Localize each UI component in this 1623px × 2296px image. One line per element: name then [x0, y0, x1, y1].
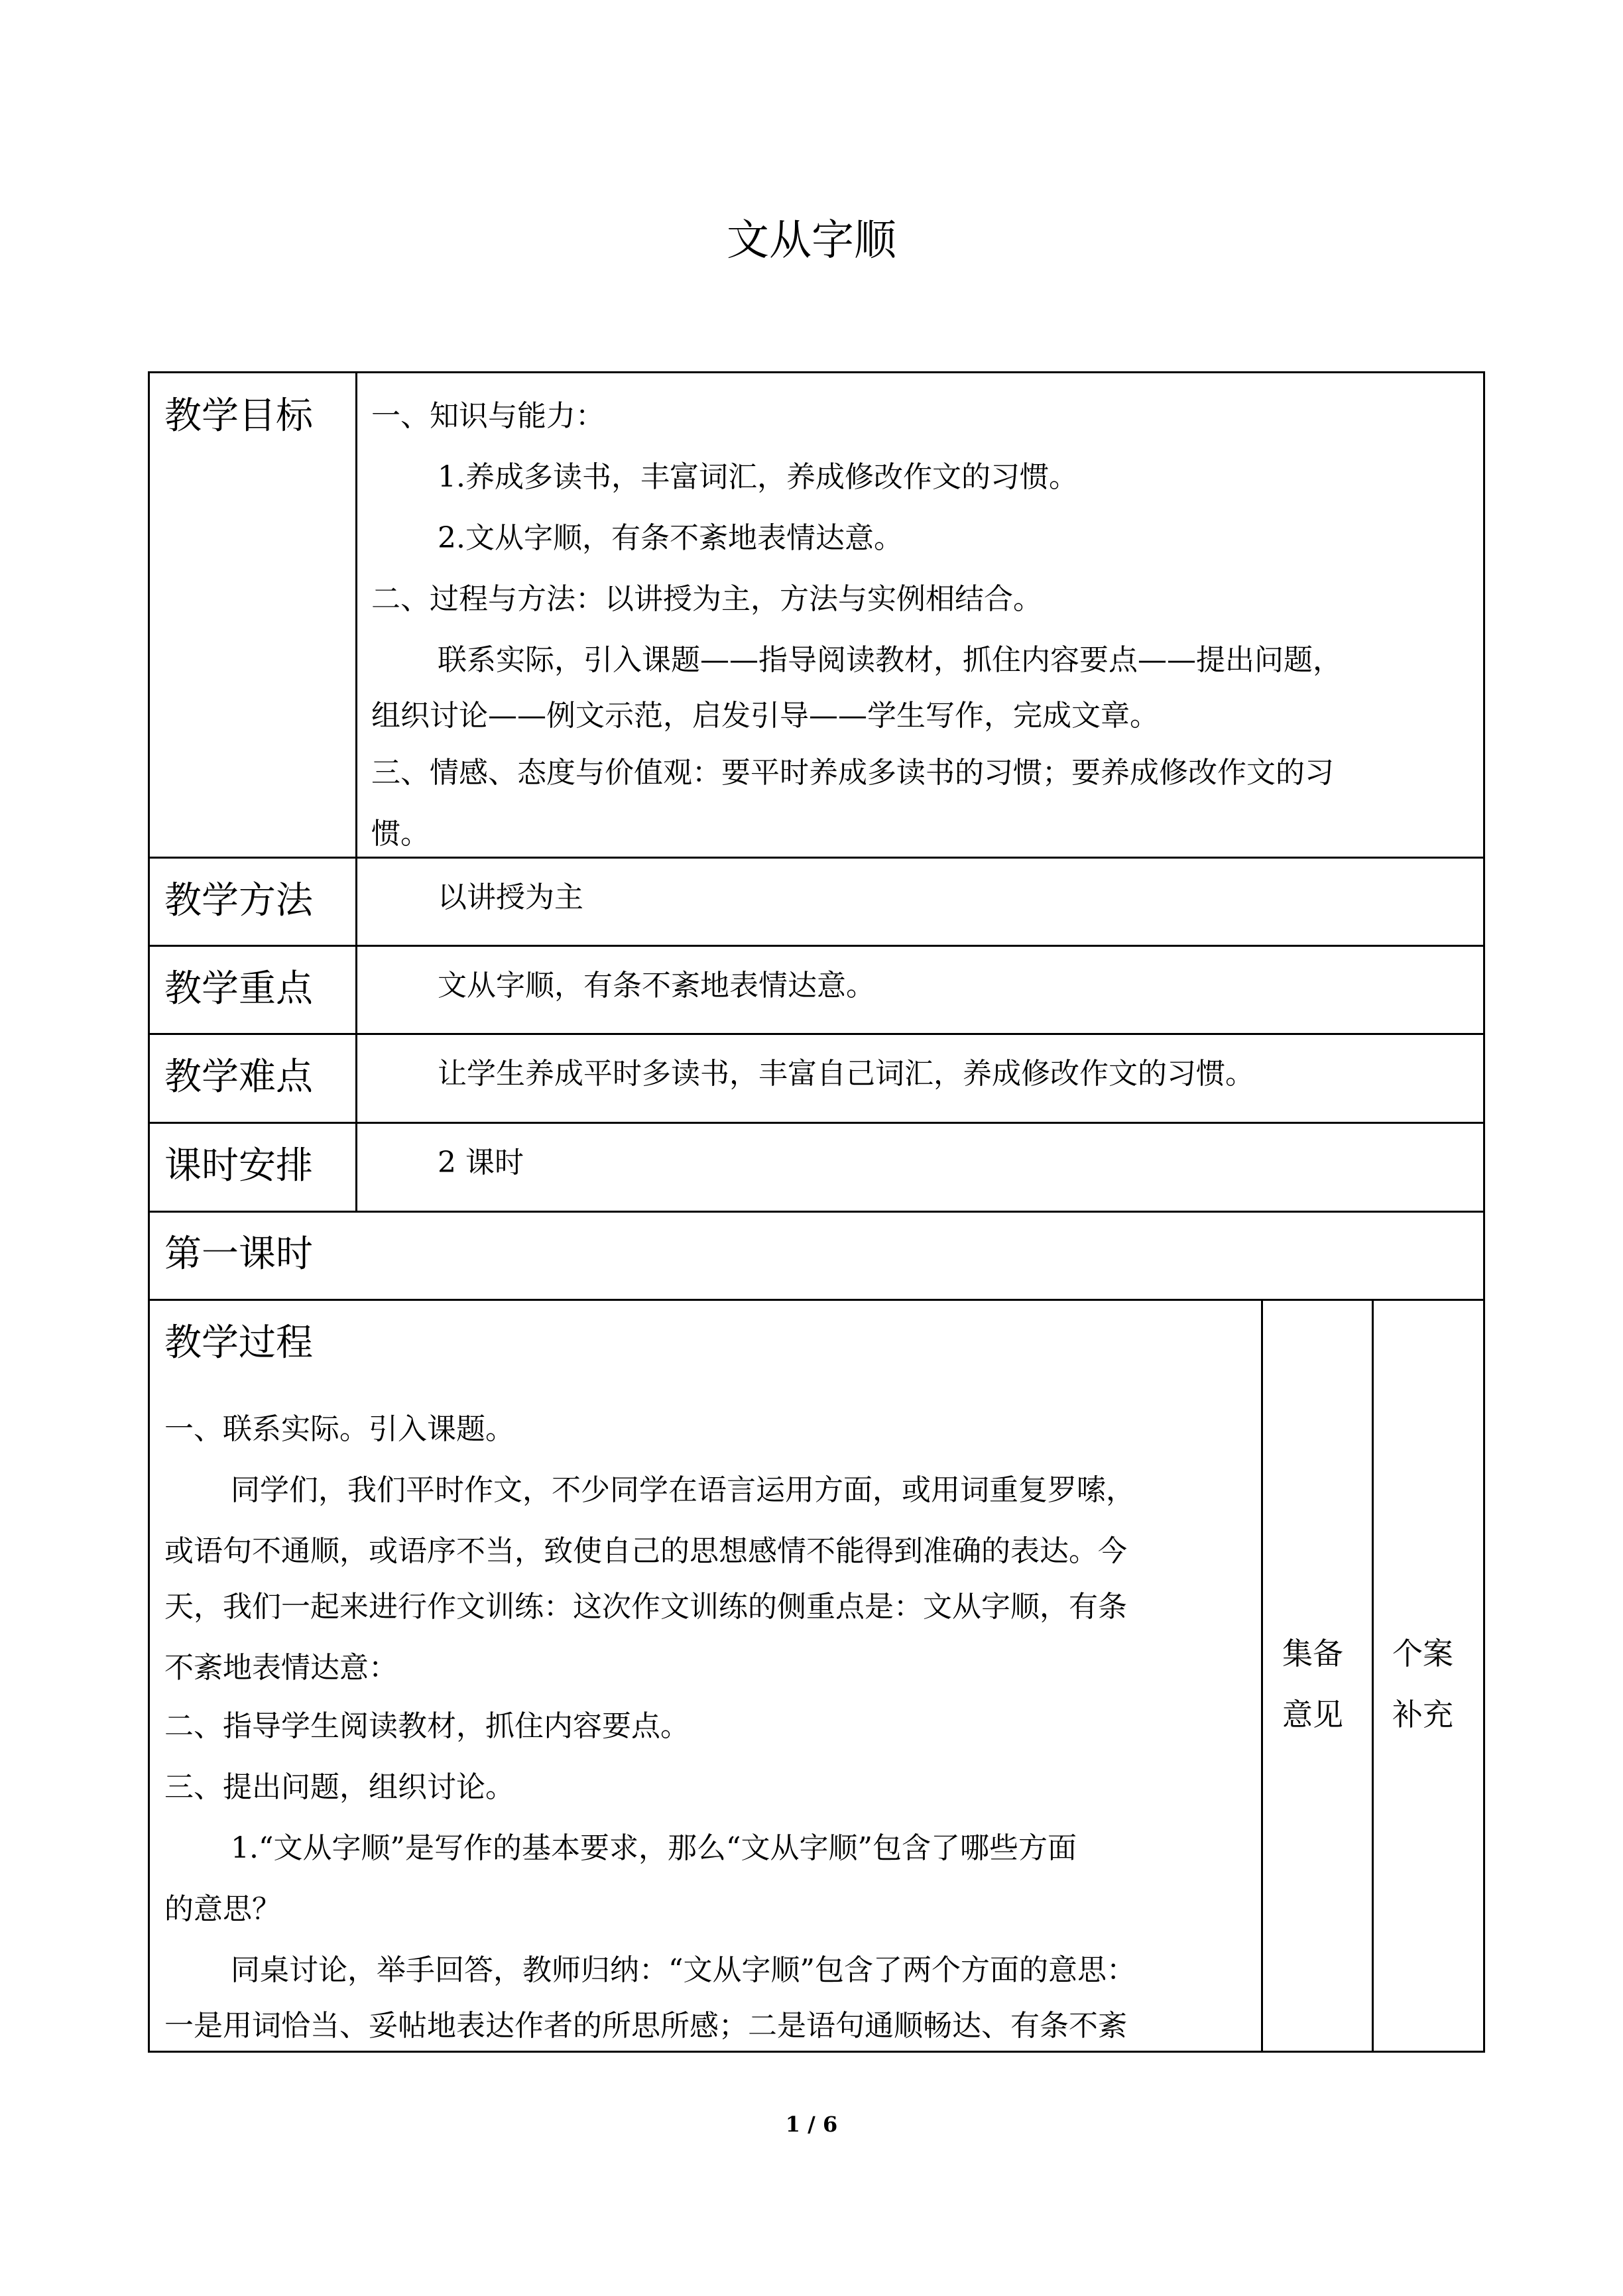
method-value: 以讲授为主: [438, 880, 583, 914]
process-line: 一、联系实际。引入课题。: [164, 1412, 514, 1446]
schedule-value: 2 课时: [438, 1146, 524, 1179]
row-divider: [148, 1299, 1485, 1301]
objectives-line: 惯。: [371, 817, 430, 851]
schedule-label: 课时安排: [164, 1144, 313, 1187]
collective-opinion-line: 意见: [1282, 1697, 1343, 1732]
process-heading: 教学过程: [164, 1321, 313, 1364]
process-line: 天，我们一起来进行作文训练：这次作文训练的侧重点是：文从字顺，有条: [164, 1590, 1127, 1624]
process-line: 同桌讨论，举手回答，教师归纳：“文从字顺”包含了两个方面的意思：: [231, 1953, 1136, 1987]
individual-supplement-line: 个案: [1392, 1636, 1453, 1671]
first-lesson-label: 第一课时: [164, 1233, 313, 1276]
process-line: 二、指导学生阅读教材，抓住内容要点。: [164, 1709, 690, 1743]
objectives-label: 教学目标: [164, 394, 313, 438]
objectives-line: 一、知识与能力：: [371, 399, 605, 433]
key-point-label: 教学重点: [164, 967, 313, 1010]
difficulty-label: 教学难点: [164, 1056, 313, 1099]
table-border-right: [1483, 371, 1485, 2053]
objectives-line: 联系实际，引入课题——指导阅读教材，抓住内容要点——提出问题，: [438, 643, 1342, 677]
row-divider: [148, 857, 1485, 859]
page-number: 1 / 6: [785, 2112, 838, 2137]
process-line: 的意思？: [164, 1892, 281, 1926]
objectives-line: 2.文从字顺，有条不紊地表情达意。: [438, 521, 903, 555]
row-divider: [148, 1122, 1485, 1124]
row-divider: [148, 1033, 1485, 1035]
individual-supplement-line: 补充: [1392, 1697, 1453, 1732]
objectives-line: 组织讨论——例文示范，启发引导——学生写作，完成文章。: [371, 699, 1159, 733]
process-line: 三、提出问题，组织讨论。: [164, 1770, 514, 1804]
process-line: 或语句不通顺，或语序不当，致使自己的思想感情不能得到准确的表达。今: [164, 1534, 1127, 1568]
row-divider: [148, 1211, 1485, 1213]
key-point-value: 文从字顺，有条不紊地表情达意。: [438, 969, 875, 1002]
label-column-divider: [355, 371, 357, 1211]
supplement-column-divider: [1372, 1299, 1374, 2053]
process-line: 一是用词恰当、妥帖地表达作者的所思所感；二是语句通顺畅达、有条不紊: [164, 2009, 1127, 2043]
table-border-left: [148, 371, 150, 2053]
method-label: 教学方法: [164, 879, 313, 922]
collective-opinion-line: 集备: [1282, 1636, 1343, 1671]
process-line: 不紊地表情达意：: [164, 1651, 398, 1685]
row-divider: [148, 945, 1485, 947]
process-line: 1.“文从字顺”是写作的基本要求，那么“文从字顺”包含了哪些方面: [231, 1831, 1077, 1865]
objectives-line: 二、过程与方法：以讲授为主，方法与实例相结合。: [371, 582, 1042, 616]
objectives-line: 1.养成多读书，丰富词汇，养成修改作文的习惯。: [438, 460, 1078, 494]
objectives-line: 三、情感、态度与价值观：要平时养成多读书的习惯；要养成修改作文的习: [371, 756, 1334, 790]
difficulty-value: 让学生养成平时多读书，丰富自己词汇，养成修改作文的习惯。: [438, 1057, 1254, 1091]
opinion-column-divider: [1261, 1299, 1263, 2053]
document-title: 文从字顺: [727, 216, 896, 265]
table-border-top: [148, 371, 1485, 373]
process-line: 同学们，我们平时作文，不少同学在语言运用方面，或用词重复罗嗦，: [231, 1473, 1135, 1507]
